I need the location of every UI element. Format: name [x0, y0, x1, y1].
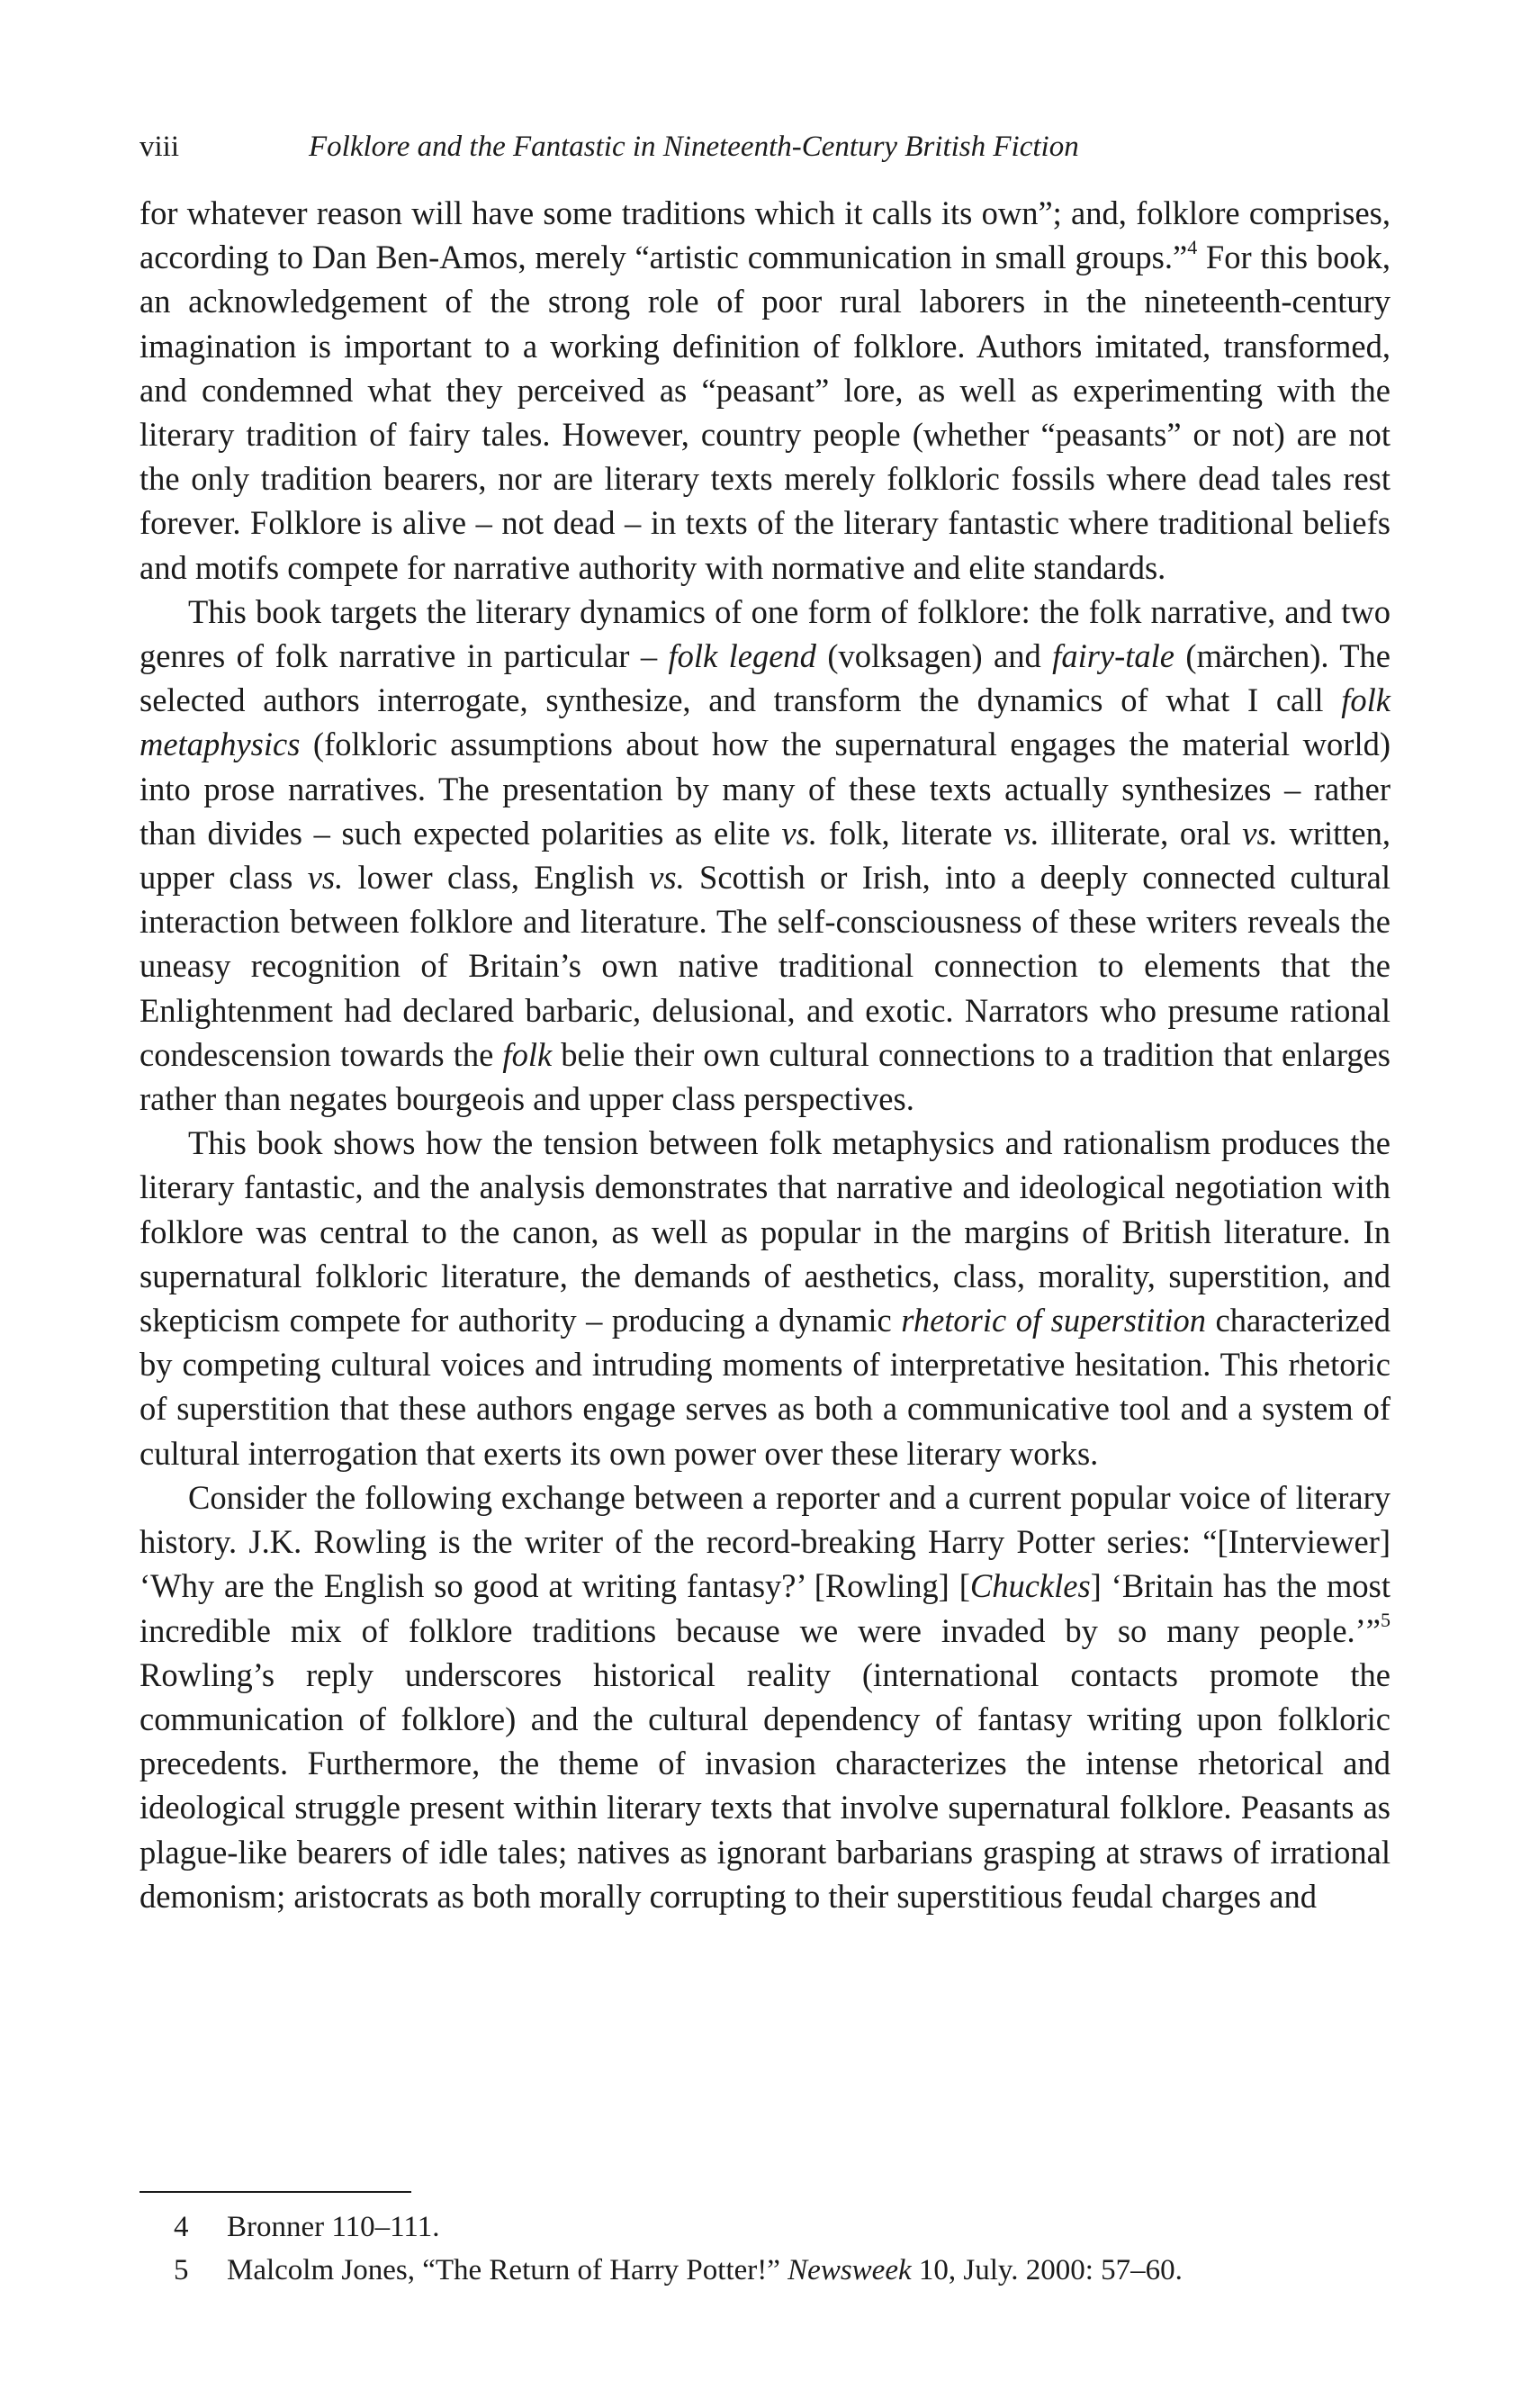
footnote-text	[227, 2249, 1183, 2292]
footnote-divider	[140, 2191, 411, 2193]
text-run: 10, July. 2000: 57–60.	[911, 2254, 1183, 2286]
text-run: belie their own cultural connections to a tradition that enlarges rather than negates bourgeois and upper class perspectives.	[140, 1035, 1390, 1118]
text-run: ] ‘Britain has the most incredible mix of folklore traditions because we were invaded by so many people.’”	[140, 1567, 1391, 1649]
text-run: illiterate, oral	[1039, 814, 1243, 852]
text-run: Scottish or Irish, into a deeply connected cultural interaction between folklore and literature. The self-consciousness of these writers reveals the uneasy recognition of Britain’s own native traditional connection to elements that the Enlightenment had declared barbaric, delusional, and exotic. Narrators who presume rational condescension towards the	[140, 859, 1390, 1073]
running-title: Folklore and the Fantastic in Nineteenth-Century British Fiction	[309, 131, 1079, 163]
italic-text: vs.	[649, 859, 685, 897]
footnote-reference[interactable]: 5	[1381, 1609, 1390, 1632]
italic-text: fairy-tale	[1052, 637, 1174, 675]
text-run: (folkloric assumptions about how the supernatural engages the material world) into prose narratives. The presentation by many of these texts actually synthesizes – rather than divides – such expected polarities as elite	[140, 726, 1390, 852]
footnote-number: 5	[174, 2254, 189, 2286]
text-run: Malcolm Jones, “The Return of Harry Potter!”	[227, 2254, 788, 2286]
paragraph	[140, 590, 1390, 1121]
italic-text: folk metaphysics	[140, 681, 1390, 763]
paragraph	[140, 1121, 1390, 1475]
text-run: written, upper class	[140, 814, 1390, 897]
text-run: (märchen). The selected authors interrogate, synthesize, and transform the dynamics of what I call	[140, 637, 1390, 719]
italic-text: folk legend	[668, 637, 816, 675]
footnotes	[140, 2205, 1390, 2292]
text-run: This book targets the literary dynamics of one form of folklore: the folk narrative, and two genres of folk narrative in particular –	[140, 592, 1390, 675]
footnote	[140, 2205, 1390, 2249]
italic-text: folk	[502, 1035, 553, 1073]
italic-text: vs.	[1242, 814, 1278, 852]
italic-text: vs.	[781, 814, 818, 852]
page-number: viii	[140, 131, 180, 163]
text-run: Rowling’s reply underscores historical reality (international contacts promote the communication of folklore) and the cultural dependency of fantasy writing upon folkloric precedents. Furthermore, the theme of invasion characterizes the intense rhetorical and ideological struggle present within literary texts that involve supernatural folklore. Peasants as plague-like bearers of idle tales; natives as ignorant barbarians grasping at straws of irrational demonism; aristocrats as both morally corrupting to their superstitious feudal charges and	[140, 1655, 1390, 1915]
text-run: Consider the following exchange between a reporter and a current popular voice of literary history. J.K. Rowling is the writer of the record-breaking Harry Potter series: “[Interviewer] ‘Why are the English so good at writing fantasy?’ [Rowling] [	[140, 1478, 1390, 1605]
italic-text: rhetoric of superstition	[901, 1302, 1206, 1339]
italic-text: vs.	[1004, 814, 1040, 852]
footnote-reference[interactable]: 4	[1187, 236, 1198, 259]
text-run: Bronner 110–111.	[227, 2211, 440, 2243]
text-run: (volksagen) and	[815, 637, 1053, 675]
text-run: characterized by competing cultural voices and intruding moments of interpretative hesitation. This rhetoric of superstition that these authors engage serves as both a communicative tool and a system of cultural interrogation that exerts its own power over these literary works.	[140, 1302, 1391, 1472]
footnote-text	[227, 2205, 439, 2249]
paragraph	[140, 1475, 1390, 1918]
italic-text: Newsweek	[788, 2254, 912, 2286]
italic-text: vs.	[307, 859, 344, 897]
text-run: for whatever reason will have some traditions which it calls its own”; and, folklore comprises, according to Dan Ben-Amos, merely “artistic communication in small groups.”	[140, 194, 1390, 276]
text-run: folk, literate	[817, 814, 1004, 852]
body-text	[140, 191, 1390, 1918]
footnote	[140, 2249, 1390, 2292]
text-run: lower class, English	[343, 859, 650, 897]
text-run: For this book, an acknowledgement of the strong role of poor rural laborers in the nineteenth-century imagination is important to a working definition of folklore. Authors imitated, transformed, and condemned what they perceived as “peasant” lore, as well as experimenting with the literary tradition of fairy tales. However, country people (whether “peasants” or not) are not the only tradition bearers, nor are literary texts merely folkloric fossils where dead tales rest forever. Folklore is alive – not dead – in texts of the literary fantastic where traditional beliefs and motifs compete for narrative authority with normative and elite standards.	[140, 239, 1390, 586]
paragraph	[140, 191, 1390, 590]
italic-text: Chuckles	[969, 1567, 1091, 1605]
text-run: This book shows how the tension between folk metaphysics and rationalism produces the literary fantastic, and the analysis demonstrates that narrative and ideological negotiation with folklore was central to the canon, as well as popular in the margins of British literature. In supernatural folkloric literature, the demands of aesthetics, class, morality, superstition, and skepticism compete for authority – producing a dynamic	[140, 1124, 1390, 1339]
footnote-number: 4	[174, 2211, 189, 2243]
